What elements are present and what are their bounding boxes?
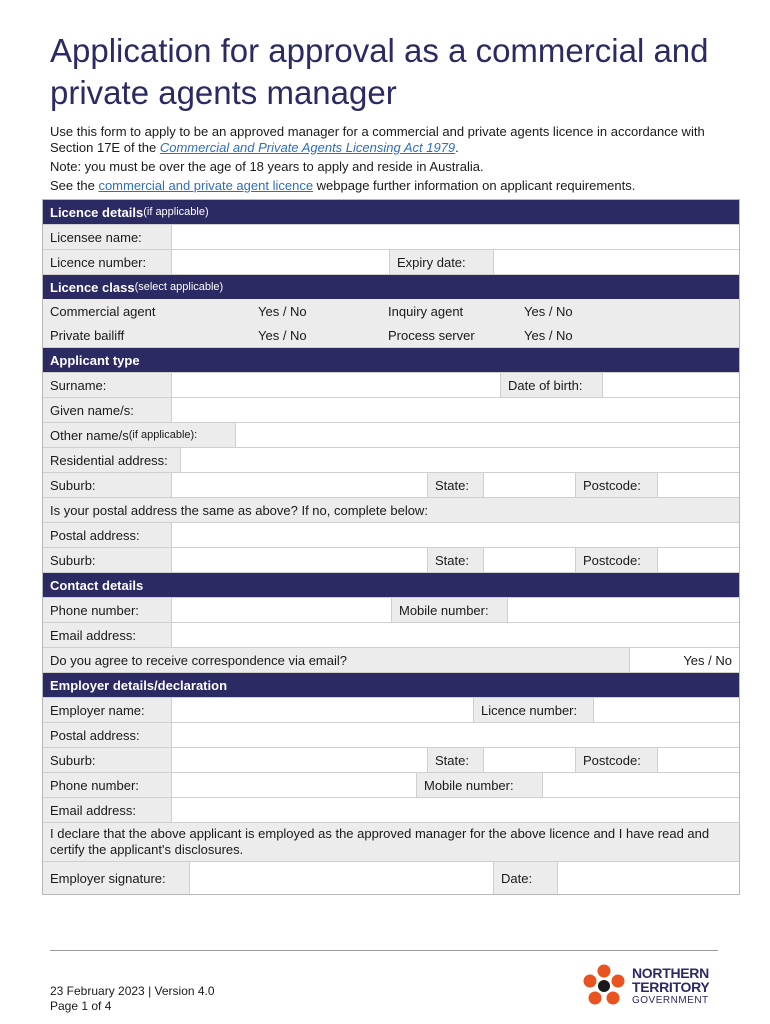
postal-suburb-field[interactable] [171,548,427,572]
surname-label: Surname: [43,373,171,397]
intro-note: Note: you must be over the age of 18 years to apply and reside in Australia. [50,159,484,174]
footer-divider [50,950,718,951]
page-title: Application for approval as a commercial and private agents manager [50,32,709,111]
row-licence-number [43,249,739,274]
employer-signature-field[interactable] [189,862,493,894]
postal-postcode-label: Postcode: [575,548,657,572]
row-surname [43,372,739,397]
licensee-name-label: Licensee name: [43,225,171,249]
employer-phone-field[interactable] [171,773,416,797]
postcode-label: Postcode: [575,473,657,497]
see-text: See the [50,178,99,193]
private-bailiff-yes-no[interactable]: Yes / No [258,327,307,343]
row-employer-phone [43,772,739,797]
postal-same-question: Is your postal address the same as above? If no, complete below: [50,502,428,518]
other-names-sub: (if applicable): [128,429,198,441]
section-subtitle: (if applicable) [143,206,209,218]
section-title: Employer details/declaration [50,677,228,693]
postal-address-label: Postal address: [43,523,171,547]
employer-name-label: Employer name: [43,698,171,722]
employer-signature-label: Employer signature: [43,862,189,894]
employer-phone-label: Phone number: [43,773,171,797]
row-email-agree [43,647,739,672]
residential-address-label: Residential address: [43,448,180,472]
postal-suburb-label: Suburb: [43,548,171,572]
email-label: Email address: [43,623,171,647]
licence-webpage-link[interactable]: commercial and private agent licence [98,178,314,193]
logo-text [632,966,709,1008]
employer-postal-label: Postal address: [43,723,171,747]
row-employer-postal [43,722,739,747]
email-agree-question: Do you agree to receive correspondence via email? [50,652,348,668]
state-label: State: [427,473,483,497]
surname-field[interactable] [171,373,500,397]
declaration-text: I declare that the above applicant is employed as the approved manager for the above licence and I have read and certify the applicant's disclosures. [50,826,710,857]
logo-line-1: NORTHERN [632,965,709,981]
other-names-label [43,423,235,447]
section-title: Applicant type [50,352,140,368]
row-postal-suburb [43,547,739,572]
logo-line-2: TERRITORY [632,979,710,995]
residential-address-field[interactable] [180,448,739,472]
application-form [42,199,740,895]
postal-state-label: State: [427,548,483,572]
section-applicant-type [43,347,739,372]
other-names-field[interactable] [235,423,739,447]
employer-mobile-field[interactable] [542,773,739,797]
commercial-agent-label: Commercial agent [50,303,156,319]
intro-purpose [50,124,740,156]
signature-date-field[interactable] [557,862,739,894]
employer-email-field[interactable] [171,798,739,822]
section-title: Licence details [50,204,144,220]
mobile-field[interactable] [507,598,739,622]
phone-label: Phone number: [43,598,171,622]
licence-number-label: Licence number: [43,250,171,274]
row-suburb [43,472,739,497]
process-server-yes-no[interactable]: Yes / No [524,327,573,343]
row-postal-same [43,497,739,522]
email-field[interactable] [171,623,739,647]
employer-postal-field[interactable] [171,723,739,747]
postal-address-field[interactable] [171,523,739,547]
dob-field[interactable] [602,373,739,397]
intro [50,124,740,197]
postal-state-field[interactable] [483,548,575,572]
email-agree-yes-no[interactable]: Yes / No [629,648,739,672]
mobile-label: Mobile number: [391,598,507,622]
see-text-end: webpage further information on applicant requirements. [313,178,636,193]
footer [50,984,215,1014]
section-licence-class [43,274,739,299]
given-names-field[interactable] [171,398,739,422]
row-postal-address [43,522,739,547]
row-licensee-name [43,224,739,249]
process-server-label: Process server [388,327,475,343]
intro-see [50,178,740,194]
employer-licence-number-field[interactable] [593,698,739,722]
logo-line-3: GOVERNMENT [632,995,709,1006]
row-residential-address [43,447,739,472]
suburb-label: Suburb: [43,473,171,497]
dob-label: Date of birth: [500,373,602,397]
section-contact-details [43,572,739,597]
suburb-field[interactable] [171,473,427,497]
act-link[interactable]: Commercial and Private Agents Licensing Act 1979 [159,140,456,155]
employer-name-field[interactable] [171,698,473,722]
signature-date-label: Date: [493,862,557,894]
employer-suburb-field[interactable] [171,748,427,772]
row-class-2 [43,323,739,347]
phone-field[interactable] [171,598,391,622]
state-field[interactable] [483,473,575,497]
row-given-names [43,397,739,422]
section-licence-details [43,200,739,224]
section-title: Licence class [50,279,135,295]
row-employer-suburb [43,747,739,772]
row-declaration [43,822,739,861]
row-class-1 [43,299,739,323]
licence-number-field[interactable] [171,250,389,274]
employer-licence-number-label: Licence number: [473,698,593,722]
row-employer-email [43,797,739,822]
row-email [43,622,739,647]
postcode-field[interactable] [657,473,739,497]
employer-suburb-label: Suburb: [43,748,171,772]
employer-postcode-label: Postcode: [575,748,657,772]
commercial-agent-yes-no[interactable]: Yes / No [258,303,307,319]
row-employer-name [43,697,739,722]
expiry-date-field[interactable] [493,250,739,274]
employer-mobile-label: Mobile number: [416,773,542,797]
inquiry-agent-label: Inquiry agent [388,303,464,319]
intro-text: Use this form to apply to be an approved manager for a commercial and private agents licence in accordance with Section 17E of the [50,124,705,155]
expiry-date-label: Expiry date: [389,250,493,274]
row-signature [43,861,739,894]
employer-state-label: State: [427,748,483,772]
employer-email-label: Email address: [43,798,171,822]
footer-page-number: Page 1 of 4 [50,999,112,1013]
footer-date-version: 23 February 2023 | Version 4.0 [50,984,215,998]
row-phone [43,597,739,622]
section-title: Contact details [50,577,144,593]
private-bailiff-label: Private bailiff [50,327,125,343]
inquiry-agent-yes-no[interactable]: Yes / No [524,303,573,319]
other-names-text: Other name/s [50,427,129,443]
section-subtitle: (select applicable) [134,281,224,293]
row-other-names [43,422,739,447]
intro-text-end: . [455,140,459,155]
postal-postcode-field[interactable] [657,548,739,572]
employer-postcode-field[interactable] [657,748,739,772]
licensee-name-field[interactable] [171,225,739,249]
given-names-label: Given name/s: [43,398,171,422]
employer-state-field[interactable] [483,748,575,772]
section-employer-details [43,672,739,697]
